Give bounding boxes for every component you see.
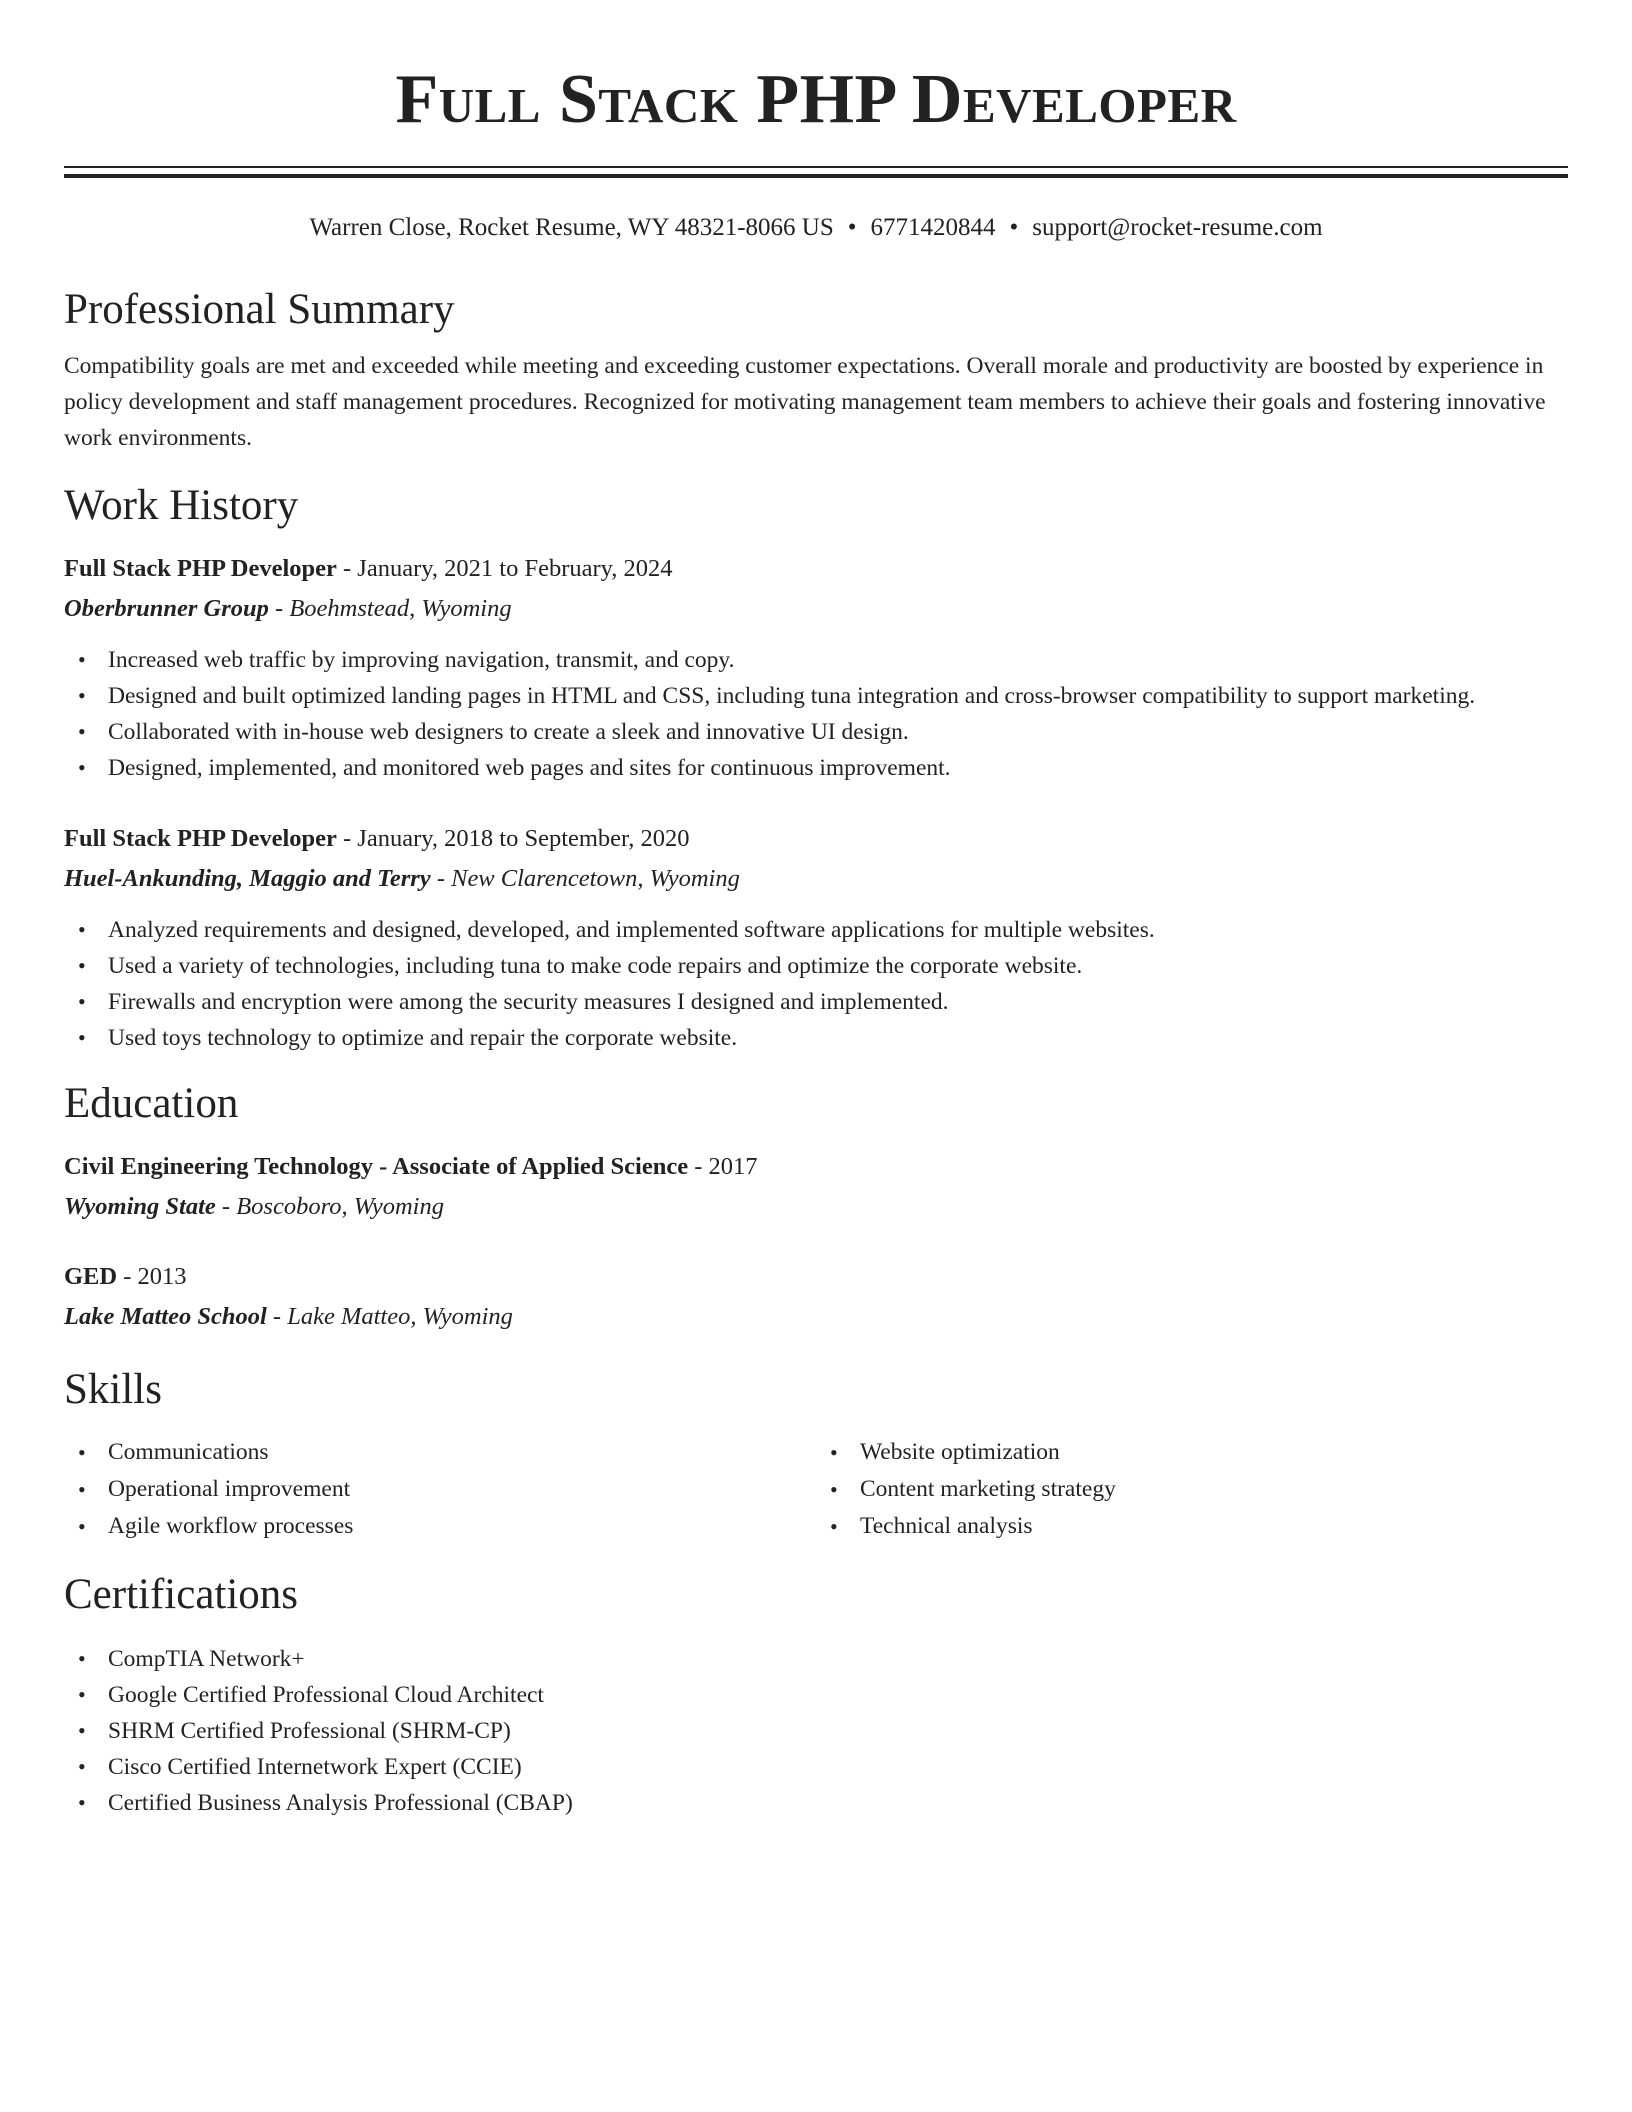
- job-bullets: [64, 642, 1568, 786]
- certifications-list: [64, 1641, 1568, 1821]
- list-item: • Website optimization: [816, 1434, 1568, 1471]
- list-item: • Used a variety of technologies, including tuna to make code repairs and optimize the corporate website.: [64, 948, 1568, 984]
- contact-phone: 6771420844: [870, 214, 996, 241]
- education-degree-line: [64, 1150, 1568, 1184]
- skills-section: [64, 1364, 1568, 1545]
- education-school: Lake Matteo School: [64, 1303, 267, 1330]
- list-item: • Collaborated with in-house web designers to create a sleek and innovative UI design.: [64, 714, 1568, 750]
- job-title: Full Stack PHP Developer: [64, 555, 337, 582]
- certifications-section: [64, 1569, 1568, 1821]
- job-location: - Boehmstead, Wyoming: [268, 595, 512, 622]
- list-item: • Designed and built optimized landing pages in HTML and CSS, including tuna integration and cross-browser compatibility to support marketing.: [64, 678, 1568, 714]
- education-entry: [64, 1260, 1568, 1334]
- education-school: Wyoming State: [64, 1193, 216, 1220]
- list-item: • Google Certified Professional Cloud Architect: [64, 1677, 1568, 1713]
- list-item: • Designed, implemented, and monitored web pages and sites for continuous improvement.: [64, 750, 1568, 786]
- education-entry: [64, 1150, 1568, 1224]
- list-item: • Content marketing strategy: [816, 1471, 1568, 1508]
- education-degree: GED: [64, 1263, 118, 1290]
- job-dates: - January, 2018 to September, 2020: [336, 825, 690, 852]
- job-company-line: [64, 862, 1568, 896]
- list-item: • Firewalls and encryption were among the security measures I designed and implemented.: [64, 984, 1568, 1020]
- job-title: Full Stack PHP Developer: [64, 825, 337, 852]
- skills-grid: [64, 1434, 1568, 1545]
- education-location: - Lake Matteo, Wyoming: [266, 1303, 513, 1330]
- list-item: • Operational improvement: [64, 1471, 816, 1508]
- job-title-line: [64, 552, 1568, 586]
- education-school-line: [64, 1300, 1568, 1334]
- skills-column-left: [64, 1434, 816, 1545]
- job-company: Huel-Ankunding, Maggio and Terry: [64, 865, 431, 892]
- job-bullets: [64, 912, 1568, 1056]
- skills-column-right: [816, 1434, 1568, 1545]
- education-year: - 2013: [117, 1263, 187, 1290]
- job-title-line: [64, 822, 1568, 856]
- education-degree-line: [64, 1260, 1568, 1294]
- list-item: • Cisco Certified Internetwork Expert (CCIE): [64, 1749, 1568, 1785]
- summary-heading: Professional Summary: [64, 286, 455, 333]
- list-item: • Analyzed requirements and designed, developed, and implemented software applications for multiple websites.: [64, 912, 1568, 948]
- list-item: • Increased web traffic by improving navigation, transmit, and copy.: [64, 642, 1568, 678]
- list-item: • Technical analysis: [816, 1508, 1568, 1545]
- contact-separator: •: [1009, 214, 1019, 241]
- education-school-line: [64, 1190, 1568, 1224]
- job-company: Oberbrunner Group: [64, 595, 269, 622]
- education-heading: Education: [64, 1080, 239, 1127]
- skills-heading: Skills: [64, 1366, 162, 1413]
- summary-text: Compatibility goals are met and exceeded while meeting and exceeding customer expectations. Overall morale and productivity are boosted by experience in policy development and staff management procedures. Recognized for motivating management team members to achieve their goals and fostering innovative work environments.: [64, 353, 1546, 451]
- education-year: - 2017: [688, 1153, 758, 1180]
- list-item: • Used toys technology to optimize and repair the corporate website.: [64, 1020, 1568, 1056]
- education-location: - Boscoboro, Wyoming: [215, 1193, 444, 1220]
- contact-email: support@rocket-resume.com: [1032, 214, 1323, 241]
- job-entry: [64, 552, 1568, 786]
- summary-section: [64, 284, 1568, 456]
- list-item: • Communications: [64, 1434, 816, 1471]
- education-section: [64, 1078, 1568, 1334]
- certifications-heading: Certifications: [64, 1571, 299, 1618]
- title-divider-thick: [64, 174, 1568, 178]
- work-history-heading: Work History: [64, 482, 299, 529]
- contact-line: [64, 212, 1568, 244]
- list-item: • CompTIA Network+: [64, 1641, 1568, 1677]
- education-degree: Civil Engineering Technology - Associate of Applied Science: [64, 1153, 689, 1180]
- title-divider-thin: [64, 166, 1568, 168]
- work-history-section: [64, 480, 1568, 1056]
- job-dates: - January, 2021 to February, 2024: [336, 555, 673, 582]
- list-item: • Certified Business Analysis Professional (CBAP): [64, 1785, 1568, 1821]
- list-item: • SHRM Certified Professional (SHRM-CP): [64, 1713, 1568, 1749]
- contact-address: Warren Close, Rocket Resume, WY 48321-8066 US: [309, 214, 834, 241]
- job-location: - New Clarencetown, Wyoming: [430, 865, 740, 892]
- list-item: • Agile workflow processes: [64, 1508, 816, 1545]
- job-company-line: [64, 592, 1568, 626]
- job-entry: [64, 822, 1568, 1056]
- page-title: Full Stack PHP Developer: [395, 61, 1237, 138]
- contact-separator: •: [847, 214, 857, 241]
